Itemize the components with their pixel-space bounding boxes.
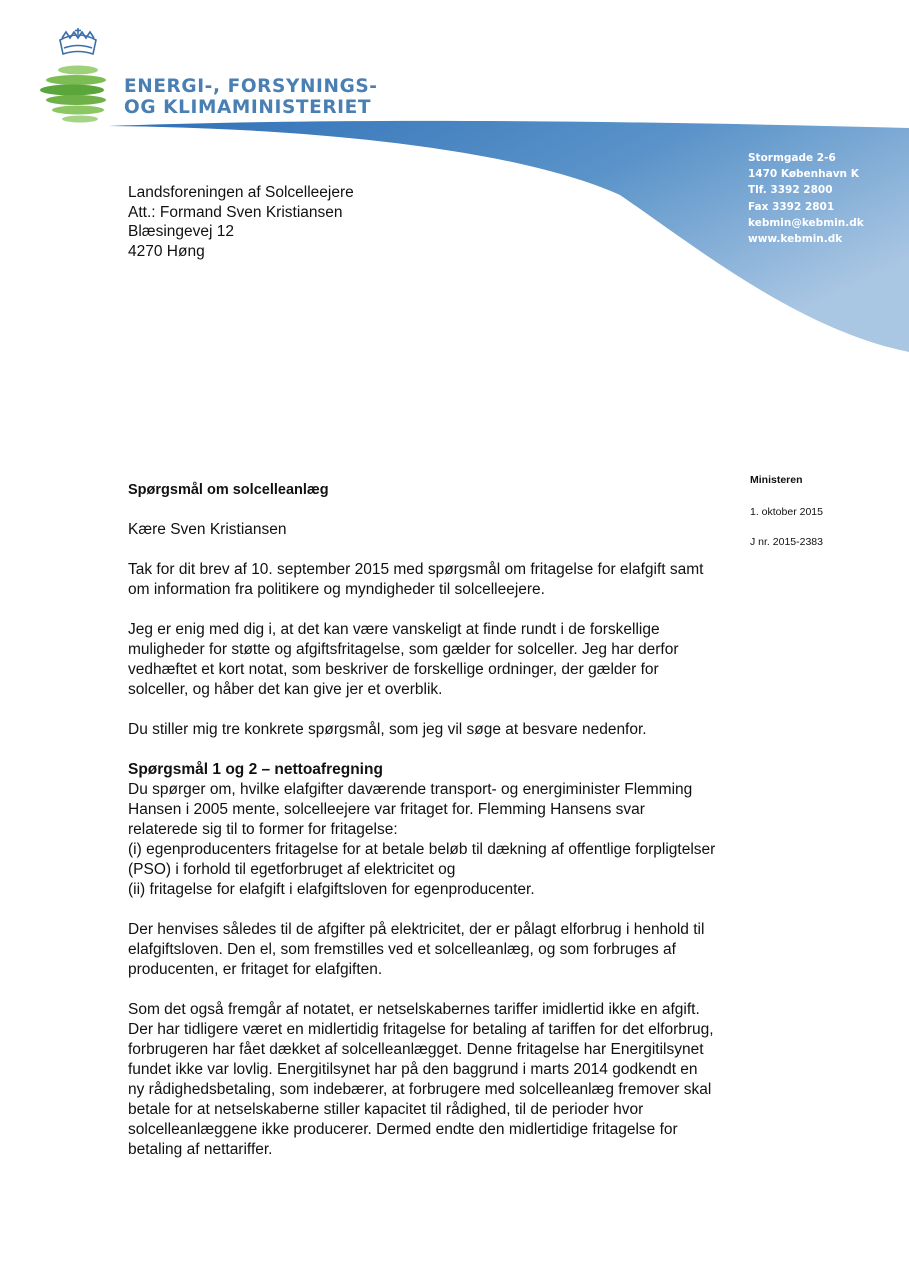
paragraph: Som det også fremgår af notatet, er netselskabernes tariffer imidlertid ikke en afgift. Der har tidligere været en midlertidig fritagelse for betaling af tariffen for det elforbrug, forbrugeren har fået dækket af solcelleanlægget. Denne fritagelse har Energitilsynet fundet ikke var lovlig. Energitilsynet har på den baggrund i marts 2014 godkendt en ny rådighedsbetaling, som indebærer, at forbrugere med solcelleanlæg fremover skal betale for at netselskaberne stiller kapacitet til rådighed, til de perioder hvor solcelleanlæggene ikke producerer. Dermed endte den midlertidige fritagelse for betaling af nettariffer. xyxy=(128,1001,714,1158)
contact-email: kebmin@kebmin.dk xyxy=(748,216,864,229)
question-heading: Spørgsmål 1 og 2 – nettoafregning xyxy=(128,761,383,778)
paragraph: Du stiller mig tre konkrete spørgsmål, som jeg vil søge at besvare nedenfor. xyxy=(128,721,647,738)
question-section xyxy=(128,760,718,900)
ministry-name xyxy=(124,76,378,118)
crown-globe-logo xyxy=(40,28,116,132)
paragraph: Tak for dit brev af 10. september 2015 med spørgsmål om fritagelse for elafgift samt om information fra politikere og myndigheder til solcelleejere. xyxy=(128,561,704,598)
question-item: (ii) fritagelse for elafgift i elafgiftsloven for egenproducenter. xyxy=(128,881,535,898)
letter-meta xyxy=(750,474,823,548)
contact-web: www.kebmin.dk xyxy=(748,233,843,246)
crown-icon xyxy=(60,28,96,54)
letter-date: 1. oktober 2015 xyxy=(750,506,823,518)
recipient-line3: Blæsingevej 12 xyxy=(128,223,234,240)
letter-body xyxy=(128,480,718,1180)
recipient-line1: Landsforeningen af Solcelleejere xyxy=(128,184,354,201)
paragraph: Der henvises således til de afgifter på elektricitet, der er pålagt elforbrug i henhold til elafgiftsloven. Den el, som fremstilles ved et solcelleanlæg, og som forbruges af producenten, er fritaget for elafgiften. xyxy=(128,921,705,978)
contact-street: Stormgade 2-6 xyxy=(748,152,836,164)
ministry-name-line2: OG KLIMAMINISTERIET xyxy=(124,97,372,118)
globe-icon xyxy=(40,66,106,123)
salutation: Kære Sven Kristiansen xyxy=(128,521,287,538)
contact-fax: Fax 3392 2801 xyxy=(748,200,835,213)
contact-phone: Tlf. 3392 2800 xyxy=(748,184,833,197)
paragraph: Jeg er enig med dig i, at det kan være vanskeligt at finde rundt i de forskellige muligheder for støtte og afgiftsfritagelse, som gælder for solceller. Jeg har derfor vedhæftet et kort notat, som beskriver de forskellige ordninger, der gælder for solceller, og håber det kan give jer et overblik. xyxy=(128,621,679,698)
recipient-line4: 4270 Høng xyxy=(128,242,205,260)
contact-city: 1470 København K xyxy=(748,168,859,181)
ministry-name-line1: ENERGI-, FORSYNINGS- xyxy=(124,76,378,97)
contact-block xyxy=(748,150,864,247)
letter-subject: Spørgsmål om solcelleanlæg xyxy=(128,482,329,498)
recipient-line2: Att.: Formand Sven Kristiansen xyxy=(128,203,343,221)
question-text: Du spørger om, hvilke elafgifter daværende transport- og energiminister Flemming Hansen i 2005 mente, solcelleejere var fritaget for. Flemming Hansens svar relaterede sig til to former for fritagelse: xyxy=(128,781,693,838)
recipient-address xyxy=(128,183,354,261)
sender-label: Ministeren xyxy=(750,474,803,486)
journal-number: J nr. 2015-2383 xyxy=(750,536,823,548)
question-item: (i) egenproducenters fritagelse for at betale beløb til dækning af offentlige forpligtelser (PSO) i forhold til egetforbruget af elektricitet og xyxy=(128,841,716,878)
